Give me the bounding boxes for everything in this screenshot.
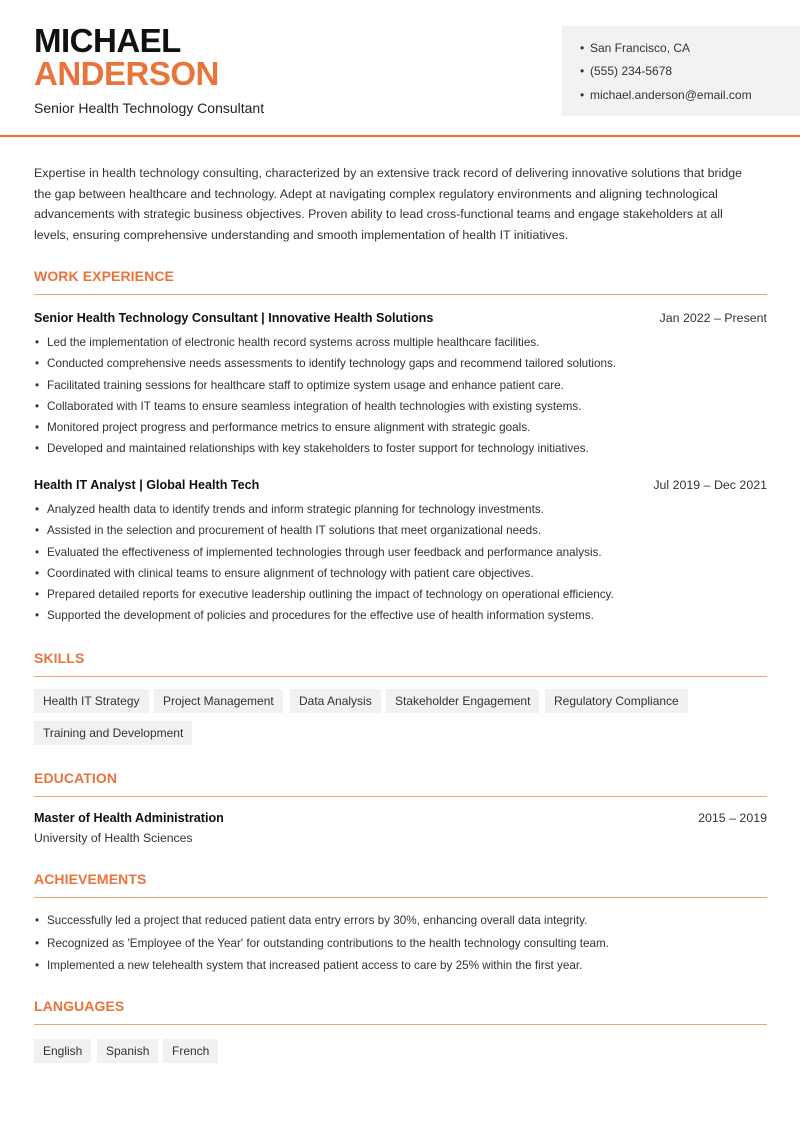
list-item: • Monitored project progress and performance metrics to ensure alignment with strategic goals. [34, 420, 767, 441]
education-school: University of Health Sciences [34, 831, 193, 845]
list-item: • Successfully led a project that reduced patient data entry errors by 30%, enhancing overall data integrity. [34, 913, 767, 936]
skill-tag: Regulatory Compliance [545, 689, 688, 713]
contact-phone [580, 63, 672, 79]
language-tag: French [163, 1039, 218, 1063]
bullet-icon: • [580, 41, 585, 55]
list-item: • Developed and maintained relationships with key stakeholders to foster support for technology initiatives. [34, 441, 767, 462]
job-header-1 [34, 310, 767, 326]
list-item: • Supported the development of policies and procedures for the effective use of health information systems. [34, 608, 767, 629]
list-item: • Analyzed health data to identify trends and inform strategic planning for technology investments. [34, 502, 767, 523]
contact-phone-text: (555) 234-5678 [590, 64, 673, 78]
list-item: • Coordinated with clinical teams to ensure alignment of technology with patient care objectives. [34, 566, 767, 587]
skill-tag: Project Management [154, 689, 283, 713]
skill-tag: Data Analysis [290, 689, 381, 713]
language-tag: Spanish [97, 1039, 158, 1063]
bullet-icon: • [580, 88, 585, 102]
job-bullets-1 [34, 335, 767, 463]
skill-tag: Training and Development [34, 721, 192, 745]
job-role-2: Health IT Analyst | Global Health Tech [34, 478, 260, 492]
list-item: • Evaluated the effectiveness of implemented technologies through user feedback and performance analysis. [34, 545, 767, 566]
list-item: • Conducted comprehensive needs assessments to identify technology gaps and recommend tailored solutions. [34, 356, 767, 377]
section-divider-education [34, 796, 767, 797]
summary-paragraph: Expertise in health technology consulting, characterized by an extensive track record of delivering innovative solutions that bridge the gap between healthcare and technology. Adept at navigating complex regulatory environments and aligning technological advancements with strategic business objectives. Proven ability to lead cross-functional teams and engage stakeholders at all levels, ensuring comprehensive understanding and smooth implementation of health IT initiatives. [34, 166, 743, 243]
list-item: • Implemented a new telehealth system that increased patient access to care by 25% within the first year. [34, 958, 767, 981]
section-divider-work [34, 294, 767, 295]
section-divider-languages [34, 1024, 767, 1025]
list-item: • Recognized as 'Employee of the Year' for outstanding contributions to the health technology consulting team. [34, 936, 767, 959]
achievements-list [34, 913, 767, 981]
languages-list [34, 1039, 774, 1063]
section-title-education: EDUCATION [34, 770, 118, 786]
job-bullets-2 [34, 502, 767, 630]
skill-tag: Health IT Strategy [34, 689, 149, 713]
contact-location [580, 40, 690, 56]
list-item: • Prepared detailed reports for executive leadership outlining the impact of technology on operational efficiency. [34, 587, 767, 608]
first-name: MICHAEL [34, 22, 181, 59]
list-item: • Assisted in the selection and procurement of health IT solutions that meet organizational needs. [34, 523, 767, 544]
contact-email-text: michael.anderson@email.com [590, 88, 752, 102]
skill-tag: Stakeholder Engagement [386, 689, 539, 713]
language-tag: English [34, 1039, 91, 1063]
section-title-achievements: ACHIEVEMENTS [34, 871, 147, 887]
education-degree: Master of Health Administration [34, 811, 224, 825]
list-item: • Facilitated training sessions for healthcare staff to optimize system usage and enhance patient care. [34, 378, 767, 399]
section-divider-skills [34, 676, 767, 677]
section-title-skills: SKILLS [34, 650, 85, 666]
section-title-languages: LANGUAGES [34, 998, 125, 1014]
section-divider-achievements [34, 897, 767, 898]
job-header-2 [34, 477, 767, 493]
job-date-1: Jan 2022 – Present [659, 311, 767, 325]
resume-header [0, 0, 800, 137]
job-title: Senior Health Technology Consultant [34, 100, 265, 116]
contact-email [580, 87, 752, 103]
job-date-2: Jul 2019 – Dec 2021 [653, 478, 767, 492]
bullet-icon: • [580, 64, 585, 78]
skills-list [34, 689, 774, 749]
section-title-work: WORK EXPERIENCE [34, 268, 174, 284]
list-item: • Led the implementation of electronic health record systems across multiple healthcare facilities. [34, 335, 767, 356]
contact-box [562, 26, 800, 116]
last-name: ANDERSON [34, 55, 219, 92]
list-item: • Collaborated with IT teams to ensure seamless integration of health technologies with existing systems. [34, 399, 767, 420]
header-divider [0, 135, 800, 137]
job-role-1: Senior Health Technology Consultant | Innovative Health Solutions [34, 311, 434, 325]
education-date: 2015 – 2019 [698, 811, 767, 825]
contact-location-text: San Francisco, CA [590, 41, 691, 55]
